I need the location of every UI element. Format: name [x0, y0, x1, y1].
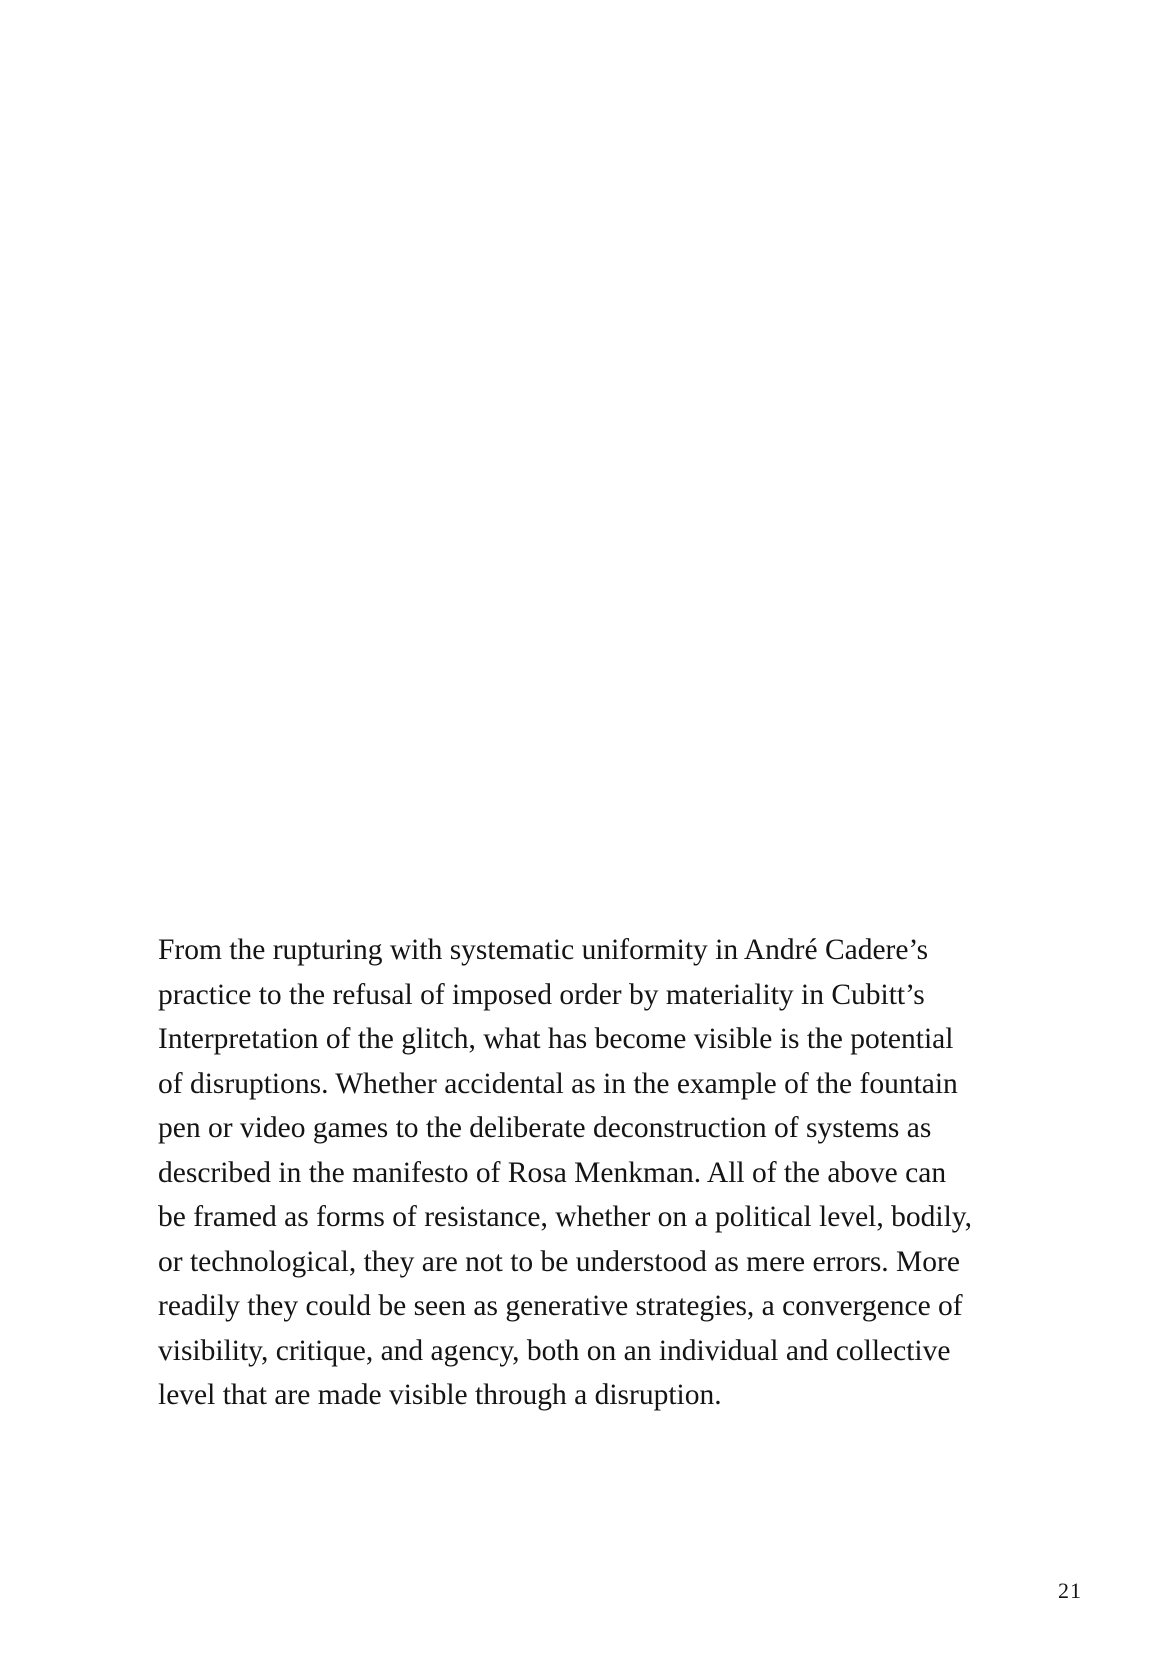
paragraph-line: pen or video games to the deliberate deconstruction of systems as [158, 1112, 932, 1144]
body-paragraph [158, 928, 1018, 1418]
paragraph-line: Interpretation of the glitch, what has become visible is the potential [158, 1023, 954, 1055]
paragraph-line: described in the manifesto of Rosa Menkman. All of the above can [158, 1156, 947, 1189]
paragraph-line: readily they could be seen as generative strategies, a convergence of [158, 1290, 963, 1322]
paragraph-line: visibility, critique, and agency, both on an individual and collective [158, 1334, 951, 1367]
paragraph-line: be framed as forms of resistance, whether on a political level, bodily, [158, 1201, 972, 1233]
paragraph-line: level that are made visible through a disruption. [158, 1379, 722, 1411]
paragraph-line: practice to the refusal of imposed order by materiality in Cubitt’s [158, 978, 925, 1011]
paragraph-line: From the rupturing with systematic uniformity in André Cadere’s [158, 934, 929, 966]
paragraph-line: of disruptions. Whether accidental as in the example of the fountain [158, 1067, 958, 1100]
page-number: 21 [1058, 1578, 1082, 1603]
paragraph-line: or technological, they are not to be understood as mere errors. More [158, 1245, 960, 1278]
